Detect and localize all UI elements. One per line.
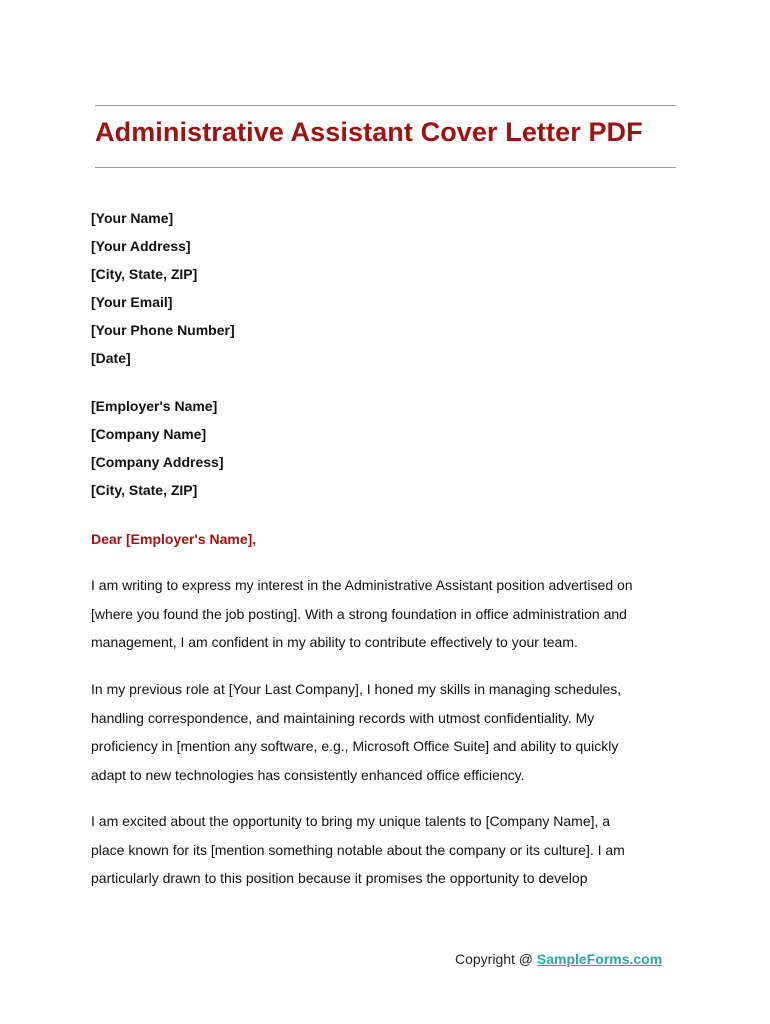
body-paragraph-3 <box>91 807 691 893</box>
body-paragraph-1 <box>91 571 691 657</box>
paragraph-line: I am excited about the opportunity to bring my unique talents to [Company Name], a <box>91 813 611 829</box>
company-name: [Company Name] <box>91 426 207 442</box>
title-bottom-rule <box>95 167 676 168</box>
sender-phone: [Your Phone Number] <box>91 322 235 338</box>
paragraph-line: [where you found the job posting]. With a strong foundation in office administration and <box>91 605 627 622</box>
copyright-prefix: Copyright @ <box>455 951 537 967</box>
paragraph-line: management, I am confident in my ability to contribute effectively to your team. <box>91 634 578 650</box>
paragraph-line: particularly drawn to this position because it promises the opportunity to develop <box>91 870 588 886</box>
paragraph-line: adapt to new technologies has consistently enhanced office efficiency. <box>91 766 525 783</box>
paragraph-line: proficiency in [mention any software, e.g., Microsoft Office Suite] and ability to quickly <box>91 738 619 754</box>
document-title: Administrative Assistant Cover Letter PDF <box>95 117 643 147</box>
sampleforms-link[interactable]: SampleForms.com <box>536 951 663 967</box>
recipient-address-block <box>91 392 224 504</box>
title-top-rule <box>95 105 676 106</box>
paragraph-line: handling correspondence, and maintaining records with utmost confidentiality. My <box>91 709 595 726</box>
paragraph-line: In my previous role at [Your Last Company], I honed my skills in managing schedules, <box>91 681 622 697</box>
sender-name: [Your Name] <box>91 210 174 226</box>
body-paragraph-2 <box>91 675 691 789</box>
employer-name: [Employer's Name] <box>91 398 218 414</box>
company-address: [Company Address] <box>91 454 224 470</box>
sender-email: [Your Email] <box>91 294 173 310</box>
letter-date: [Date] <box>91 350 131 366</box>
sender-city-state-zip: [City, State, ZIP] <box>91 266 198 282</box>
letter-greeting: Dear [Employer's Name], <box>91 531 257 547</box>
sender-address: [Your Address] <box>91 238 191 254</box>
sender-address-block <box>91 204 235 372</box>
paragraph-line: I am writing to express my interest in the Administrative Assistant position advertised on <box>91 577 633 593</box>
company-city-state-zip: [City, State, ZIP] <box>91 482 198 498</box>
copyright-footer <box>455 950 662 968</box>
paragraph-line: place known for its [mention something notable about the company or its culture]. I am <box>91 841 625 858</box>
